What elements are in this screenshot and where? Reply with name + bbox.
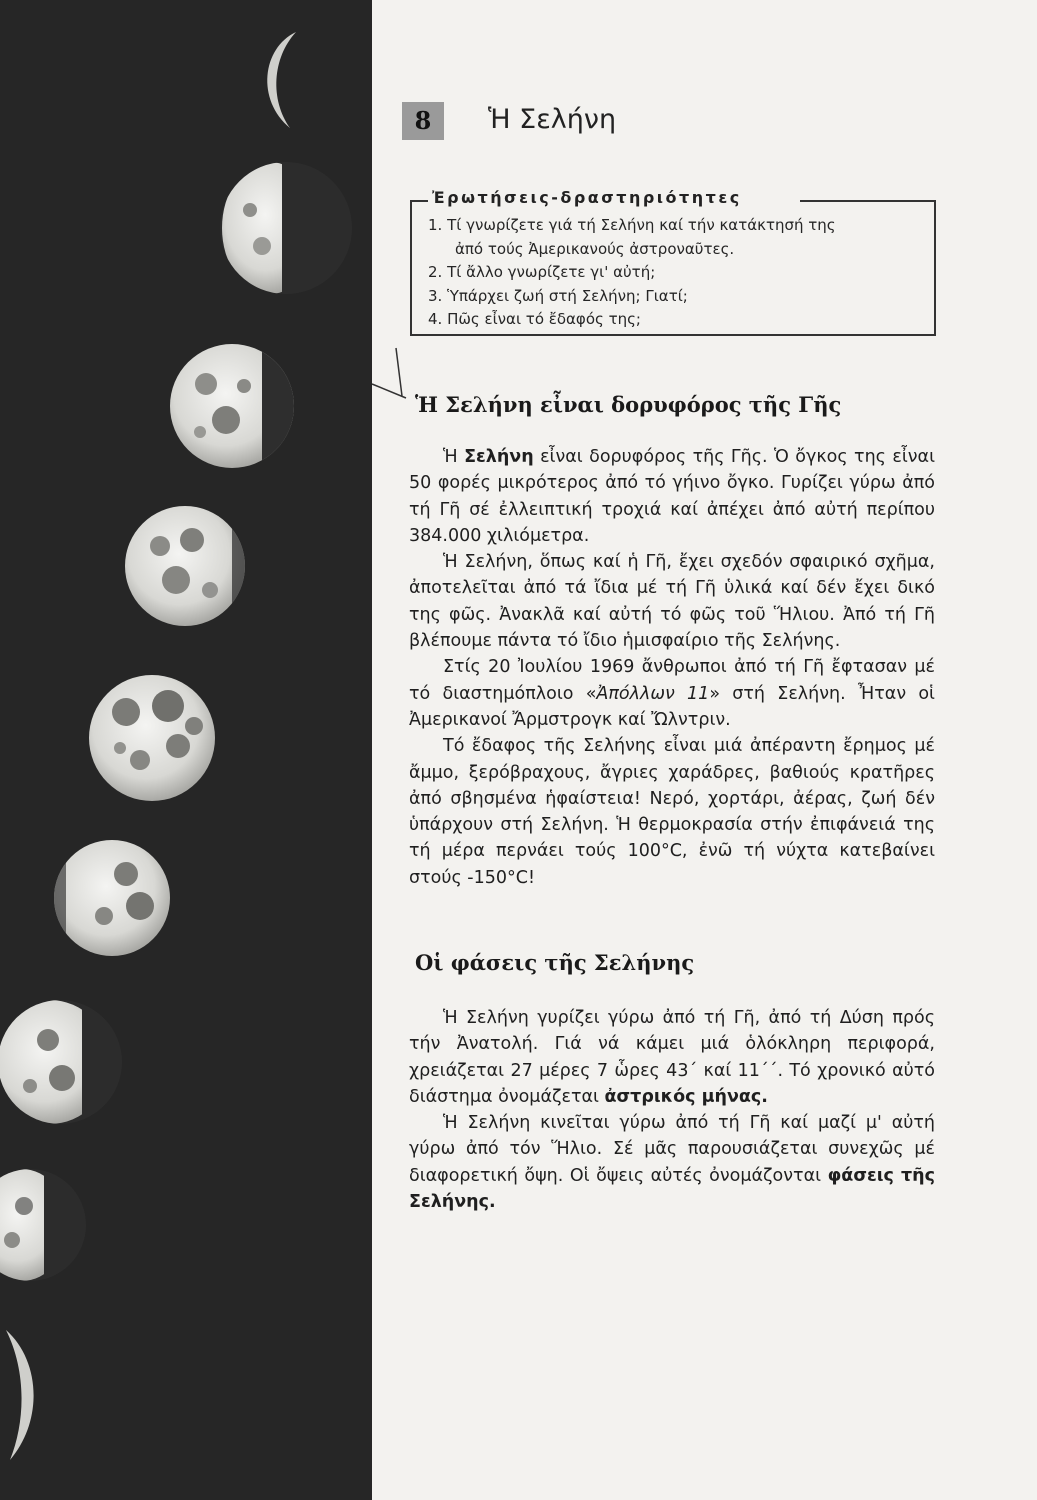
bold-term: ἀστρικός μήνας.	[604, 1086, 768, 1107]
text-run: Στίς 20 Ἰουλίου 1969 ἄνθρωποι ἀπό τή Γῆ ἔφτασαν μέ τό διαστημόπλοιο «	[409, 657, 935, 704]
questions-list	[428, 214, 836, 332]
questions-heading: Ἐρωτήσεις-δραστηριότητες	[428, 188, 746, 207]
text-run: Ἡ	[443, 447, 465, 467]
question-item: 3. Ὑπάρχει ζωή στή Σελήνη; Γιατί;	[428, 286, 688, 305]
paragraph	[409, 444, 935, 549]
italic-term: Ἀπόλλων 11	[596, 683, 710, 704]
question-item: ἀπό τούς Ἀμερικανούς ἀστροναῦτες.	[455, 239, 735, 258]
paragraph	[409, 654, 935, 733]
section-heading-phases: Οἱ φάσεις τῆς Σελήνης	[415, 950, 695, 975]
moon-phases-illustration	[0, 0, 372, 1500]
question-item: 1. Τί γνωρίζετε γιά τή Σελήνη καί τήν κατάκτησή της	[428, 216, 836, 234]
bold-term: Σελήνη	[464, 447, 534, 467]
paragraph: Ἡ Σελήνη, ὅπως καί ἡ Γῆ, ἔχει σχεδόν σφαιρικό σχῆμα, ἀποτελεῖται ἀπό τά ἴδια μέ τή Γῆ ὑλικά καί δέν ἔχει δικό της φῶς. Ἀνακλᾶ καί αὐτή τό φῶς τοῦ Ἥλιου. Ἀπό τή Γῆ βλέπουμε πάντα τό ἴδιο ἡμισφαίριο τῆς Σελήνης.	[409, 552, 935, 652]
text-run: εἶναι δορυφόρος τῆς Γῆς. Ὁ ὄγκος της εἶναι 50 φορές μικρότερος ἀπό τό γήινο ὄγκο. Γυρίζει γύρω ἀπό τή Γῆ σέ ἐλλειπτική τροχιά καί ἀπέχει ἀπό αὐτή περίπου 384.000 χιλιόμετρα.	[409, 447, 935, 546]
section-body-satellite	[409, 444, 935, 891]
text-run: Ἡ Σελήνη κινεῖται γύρω ἀπό τή Γῆ καί μαζί μ' αὐτή γύρω ἀπό τόν Ἥλιο. Σέ μᾶς παρουσιάζεται συνεχῶς μέ διαφορετική ὄψη. Οἱ ὄψεις αὐτές ὀνομάζονται	[409, 1113, 935, 1186]
section-body-phases	[409, 1005, 935, 1215]
section-heading-satellite: Ἡ Σελήνη εἶναι δορυφόρος τῆς Γῆς	[415, 392, 842, 417]
paragraph	[409, 1110, 935, 1215]
text-run: » στή Σελήνη. Ἦταν οἱ Ἀμερικανοί Ἄρμστρογκ καί Ὤλντριν.	[409, 683, 935, 730]
text-run: Ἡ Σελήνη γυρίζει γύρω ἀπό τή Γῆ, ἀπό τή Δύση πρός τήν Ἀνατολή. Γιά νά κάμει μιά ὁλόκληρη περιφορά, χρειάζεται 27 μέρες 7 ὧρες 43΄ καί 11΄΄. Τό χρονικό αὐτό διάστημα ὀνομάζεται	[409, 1008, 935, 1107]
box-top-line-right	[800, 200, 936, 202]
page-number: 8	[402, 102, 444, 140]
chapter-title: Ἡ Σελήνη	[488, 104, 617, 135]
question-item: 2. Τί ἄλλο γνωρίζετε γι' αὐτή;	[428, 263, 656, 281]
paragraph	[409, 1005, 935, 1110]
moon-phase-5	[89, 675, 215, 801]
bold-term: φάσεις τῆς Σελήνης.	[409, 1165, 935, 1213]
moon-phases-photo	[0, 0, 372, 1500]
box-top-line-left	[410, 200, 430, 202]
question-item: 4. Πῶς εἶναι τό ἔδαφός της;	[428, 310, 641, 328]
pointer-arrow-icon	[360, 346, 420, 406]
paragraph: Τό ἔδαφος τῆς Σελήνης εἶναι μιά ἀπέραντη ἔρημος μέ ἄμμο, ξερόβραχους, ἄγριες χαράδρες, βαθιούς κρατῆρες ἀπό σβησμένα ἡφαίστεια! Νερό, χορτάρι, ἀέρας, ζωή δέν ὑπάρχουν στή Σελήνη. Ἡ θερμοκρασία στήν ἐπιφάνειά της τή μέρα περνάει τούς 100°C, ἐνῶ τή νύχτα κατεβαίνει στούς -150°C!	[409, 736, 935, 888]
